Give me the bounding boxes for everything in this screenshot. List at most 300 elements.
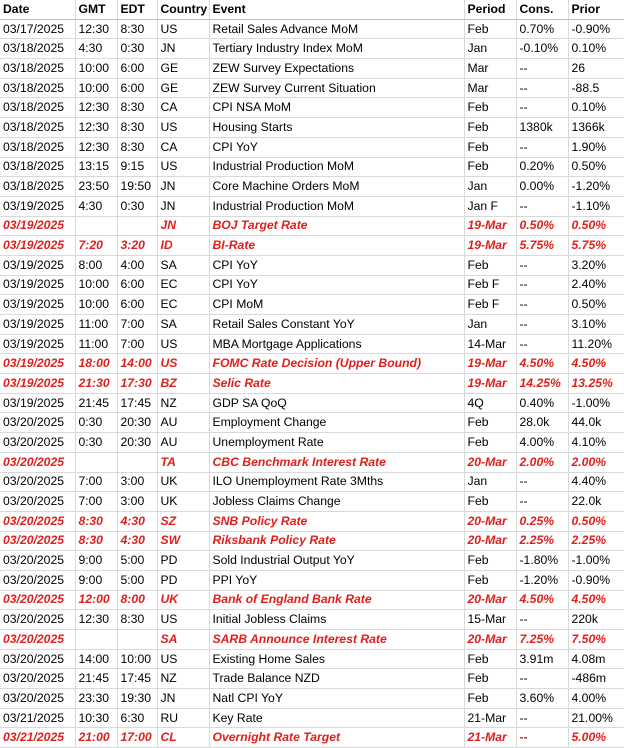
cell-gmt: 13:15 <box>75 157 117 177</box>
cell-edt: 14:00 <box>117 354 157 374</box>
cell-edt: 6:00 <box>117 59 157 79</box>
cell-country: SA <box>157 255 209 275</box>
cell-period: Jan <box>464 39 516 59</box>
cell-date: 03/20/2025 <box>0 649 75 669</box>
cell-event: ZEW Survey Current Situation <box>209 78 464 98</box>
cell-gmt: 23:50 <box>75 177 117 197</box>
cell-gmt: 21:00 <box>75 728 117 748</box>
table-row <box>0 452 624 472</box>
cell-country: US <box>157 610 209 630</box>
table-row <box>0 59 624 79</box>
cell-gmt: 10:00 <box>75 295 117 315</box>
cell-cons: 2.00% <box>516 452 568 472</box>
cell-edt: 8:30 <box>117 19 157 39</box>
cell-edt: 5:00 <box>117 570 157 590</box>
cell-event: BOJ Target Rate <box>209 216 464 236</box>
cell-date: 03/20/2025 <box>0 630 75 650</box>
cell-gmt: 12:00 <box>75 590 117 610</box>
cell-event: Jobless Claims Change <box>209 492 464 512</box>
cell-gmt: 8:30 <box>75 531 117 551</box>
cell-prior: 21.00% <box>568 708 624 728</box>
table-row <box>0 19 624 39</box>
cell-gmt: 18:00 <box>75 354 117 374</box>
cell-date: 03/18/2025 <box>0 118 75 138</box>
cell-event: Key Rate <box>209 708 464 728</box>
cell-country: US <box>157 649 209 669</box>
cell-edt: 3:00 <box>117 472 157 492</box>
cell-date: 03/20/2025 <box>0 472 75 492</box>
table-row <box>0 196 624 216</box>
cell-cons: -- <box>516 492 568 512</box>
table-row <box>0 177 624 197</box>
cell-prior: 0.50% <box>568 295 624 315</box>
cell-gmt: 11:00 <box>75 334 117 354</box>
cell-event: Industrial Production MoM <box>209 196 464 216</box>
cell-cons: 3.91m <box>516 649 568 669</box>
cell-prior: -486m <box>568 669 624 689</box>
cell-edt: 6:00 <box>117 295 157 315</box>
cell-date: 03/18/2025 <box>0 78 75 98</box>
cell-cons: -- <box>516 98 568 118</box>
table-header <box>0 0 624 19</box>
cell-prior: -1.20% <box>568 177 624 197</box>
cell-period: 14-Mar <box>464 334 516 354</box>
cell-edt: 10:00 <box>117 649 157 669</box>
cell-gmt: 23:30 <box>75 689 117 709</box>
cell-country: UK <box>157 472 209 492</box>
cell-cons: -- <box>516 315 568 335</box>
cell-date: 03/20/2025 <box>0 590 75 610</box>
table-row <box>0 669 624 689</box>
cell-gmt: 4:30 <box>75 39 117 59</box>
cell-gmt: 10:00 <box>75 59 117 79</box>
cell-country: ID <box>157 236 209 256</box>
cell-event: Retail Sales Advance MoM <box>209 19 464 39</box>
cell-country: US <box>157 157 209 177</box>
cell-date: 03/19/2025 <box>0 295 75 315</box>
table-row <box>0 413 624 433</box>
cell-date: 03/19/2025 <box>0 354 75 374</box>
cell-cons: 2.25% <box>516 531 568 551</box>
cell-prior: 4.50% <box>568 354 624 374</box>
cell-period: 19-Mar <box>464 374 516 394</box>
table-row <box>0 98 624 118</box>
table-row <box>0 374 624 394</box>
cell-gmt: 10:30 <box>75 708 117 728</box>
cell-edt: 4:30 <box>117 511 157 531</box>
cell-date: 03/20/2025 <box>0 689 75 709</box>
cell-edt: 3:00 <box>117 492 157 512</box>
cell-date: 03/20/2025 <box>0 413 75 433</box>
cell-event: Sold Industrial Output YoY <box>209 551 464 571</box>
cell-gmt: 9:00 <box>75 551 117 571</box>
cell-gmt <box>75 630 117 650</box>
cell-date: 03/17/2025 <box>0 19 75 39</box>
cell-gmt: 0:30 <box>75 413 117 433</box>
cell-country: JN <box>157 216 209 236</box>
cell-country: UK <box>157 492 209 512</box>
table-row <box>0 315 624 335</box>
cell-period: 19-Mar <box>464 216 516 236</box>
cell-gmt: 7:00 <box>75 492 117 512</box>
table-body <box>0 19 624 747</box>
cell-date: 03/20/2025 <box>0 570 75 590</box>
cell-event: Overnight Rate Target <box>209 728 464 748</box>
cell-gmt: 12:30 <box>75 19 117 39</box>
cell-period: Feb <box>464 689 516 709</box>
cell-period: Jan F <box>464 196 516 216</box>
cell-prior: 26 <box>568 59 624 79</box>
cell-edt: 4:30 <box>117 531 157 551</box>
cell-date: 03/18/2025 <box>0 39 75 59</box>
cell-country: SA <box>157 315 209 335</box>
cell-cons: -- <box>516 78 568 98</box>
cell-cons: -1.20% <box>516 570 568 590</box>
cell-event: ZEW Survey Expectations <box>209 59 464 79</box>
table-row <box>0 610 624 630</box>
cell-country: GE <box>157 78 209 98</box>
cell-period: Feb <box>464 551 516 571</box>
cell-country: AU <box>157 433 209 453</box>
cell-period: 15-Mar <box>464 610 516 630</box>
cell-edt: 9:15 <box>117 157 157 177</box>
cell-gmt: 7:20 <box>75 236 117 256</box>
table-row <box>0 590 624 610</box>
cell-period: Feb <box>464 118 516 138</box>
cell-prior: 2.00% <box>568 452 624 472</box>
cell-gmt: 7:00 <box>75 472 117 492</box>
cell-period: 20-Mar <box>464 511 516 531</box>
cell-period: Mar <box>464 78 516 98</box>
cell-cons: -- <box>516 610 568 630</box>
cell-cons: 0.50% <box>516 216 568 236</box>
cell-edt: 6:00 <box>117 78 157 98</box>
cell-gmt: 12:30 <box>75 118 117 138</box>
cell-country: PD <box>157 570 209 590</box>
cell-gmt <box>75 452 117 472</box>
cell-gmt: 21:45 <box>75 669 117 689</box>
table-row <box>0 118 624 138</box>
table-row <box>0 236 624 256</box>
cell-event: CBC Benchmark Interest Rate <box>209 452 464 472</box>
header-edt: EDT <box>117 0 157 19</box>
cell-event: SNB Policy Rate <box>209 511 464 531</box>
cell-country: CA <box>157 137 209 157</box>
cell-country: TA <box>157 452 209 472</box>
table-row <box>0 295 624 315</box>
cell-cons: 4.50% <box>516 590 568 610</box>
table-row <box>0 157 624 177</box>
cell-event: FOMC Rate Decision (Upper Bound) <box>209 354 464 374</box>
cell-cons: 0.25% <box>516 511 568 531</box>
cell-country: US <box>157 19 209 39</box>
cell-cons: 4.50% <box>516 354 568 374</box>
cell-event: GDP SA QoQ <box>209 393 464 413</box>
cell-country: SW <box>157 531 209 551</box>
cell-cons: 28.0k <box>516 413 568 433</box>
cell-country: US <box>157 334 209 354</box>
cell-edt: 8:30 <box>117 98 157 118</box>
cell-date: 03/19/2025 <box>0 216 75 236</box>
cell-cons: 5.75% <box>516 236 568 256</box>
cell-country: EC <box>157 295 209 315</box>
table-row <box>0 728 624 748</box>
cell-event: Riksbank Policy Rate <box>209 531 464 551</box>
cell-period: Feb <box>464 157 516 177</box>
cell-gmt: 9:00 <box>75 570 117 590</box>
table-row <box>0 630 624 650</box>
cell-prior: 2.25% <box>568 531 624 551</box>
cell-date: 03/20/2025 <box>0 531 75 551</box>
cell-prior: 7.50% <box>568 630 624 650</box>
cell-date: 03/19/2025 <box>0 374 75 394</box>
cell-period: Feb <box>464 492 516 512</box>
cell-event: Unemployment Rate <box>209 433 464 453</box>
cell-date: 03/18/2025 <box>0 137 75 157</box>
cell-date: 03/20/2025 <box>0 610 75 630</box>
cell-gmt: 10:00 <box>75 78 117 98</box>
cell-period: 20-Mar <box>464 590 516 610</box>
table-row <box>0 275 624 295</box>
header-cons: Cons. <box>516 0 568 19</box>
cell-period: Feb <box>464 137 516 157</box>
cell-period: 21-Mar <box>464 708 516 728</box>
cell-prior: -0.90% <box>568 570 624 590</box>
cell-cons: -- <box>516 728 568 748</box>
cell-event: Bank of England Bank Rate <box>209 590 464 610</box>
cell-country: CL <box>157 728 209 748</box>
table-row <box>0 393 624 413</box>
cell-country: RU <box>157 708 209 728</box>
cell-date: 03/19/2025 <box>0 334 75 354</box>
header-period: Period <box>464 0 516 19</box>
cell-country: UK <box>157 590 209 610</box>
cell-country: EC <box>157 275 209 295</box>
cell-cons: -- <box>516 669 568 689</box>
cell-prior: 4.10% <box>568 433 624 453</box>
cell-prior: 5.00% <box>568 728 624 748</box>
cell-cons: -1.80% <box>516 551 568 571</box>
cell-prior: 13.25% <box>568 374 624 394</box>
cell-period: Jan <box>464 177 516 197</box>
cell-gmt: 8:00 <box>75 255 117 275</box>
cell-period: 20-Mar <box>464 531 516 551</box>
table-row <box>0 433 624 453</box>
cell-gmt: 11:00 <box>75 315 117 335</box>
cell-country: AU <box>157 413 209 433</box>
cell-period: Feb <box>464 255 516 275</box>
cell-prior: 0.50% <box>568 216 624 236</box>
cell-period: Feb <box>464 19 516 39</box>
cell-date: 03/18/2025 <box>0 98 75 118</box>
cell-country: SA <box>157 630 209 650</box>
table-row <box>0 137 624 157</box>
cell-cons: 7.25% <box>516 630 568 650</box>
cell-cons: -- <box>516 275 568 295</box>
cell-event: Natl CPI YoY <box>209 689 464 709</box>
cell-cons: 4.00% <box>516 433 568 453</box>
cell-prior: 44.0k <box>568 413 624 433</box>
table-row <box>0 689 624 709</box>
cell-date: 03/19/2025 <box>0 255 75 275</box>
cell-cons: 0.40% <box>516 393 568 413</box>
table-row <box>0 39 624 59</box>
cell-event: CPI MoM <box>209 295 464 315</box>
table-row <box>0 354 624 374</box>
cell-event: CPI YoY <box>209 255 464 275</box>
cell-event: CPI YoY <box>209 275 464 295</box>
cell-edt <box>117 216 157 236</box>
cell-edt: 3:20 <box>117 236 157 256</box>
cell-prior: -1.00% <box>568 551 624 571</box>
cell-edt: 20:30 <box>117 433 157 453</box>
cell-prior: 0.50% <box>568 511 624 531</box>
cell-country: GE <box>157 59 209 79</box>
cell-date: 03/19/2025 <box>0 196 75 216</box>
cell-period: Feb F <box>464 275 516 295</box>
cell-period: Jan <box>464 315 516 335</box>
cell-gmt: 0:30 <box>75 433 117 453</box>
table-row <box>0 472 624 492</box>
cell-prior: 1366k <box>568 118 624 138</box>
cell-event: CPI NSA MoM <box>209 98 464 118</box>
cell-event: ILO Unemployment Rate 3Mths <box>209 472 464 492</box>
cell-gmt: 8:30 <box>75 511 117 531</box>
cell-period: 19-Mar <box>464 236 516 256</box>
cell-edt: 0:30 <box>117 39 157 59</box>
cell-edt: 17:00 <box>117 728 157 748</box>
cell-cons: 0.70% <box>516 19 568 39</box>
cell-cons: -- <box>516 295 568 315</box>
cell-period: Feb <box>464 649 516 669</box>
cell-prior: 3.10% <box>568 315 624 335</box>
cell-gmt: 12:30 <box>75 610 117 630</box>
table-row <box>0 531 624 551</box>
cell-prior: -88.5 <box>568 78 624 98</box>
cell-prior: 4.50% <box>568 590 624 610</box>
cell-edt: 8:30 <box>117 137 157 157</box>
cell-edt: 7:00 <box>117 315 157 335</box>
cell-date: 03/20/2025 <box>0 433 75 453</box>
cell-period: 20-Mar <box>464 452 516 472</box>
cell-country: SZ <box>157 511 209 531</box>
cell-prior: 4.00% <box>568 689 624 709</box>
cell-country: JN <box>157 177 209 197</box>
cell-period: Feb <box>464 669 516 689</box>
cell-prior: -1.10% <box>568 196 624 216</box>
cell-edt: 8:30 <box>117 118 157 138</box>
table-row <box>0 334 624 354</box>
cell-period: Mar <box>464 59 516 79</box>
cell-prior: 4.08m <box>568 649 624 669</box>
table-row <box>0 216 624 236</box>
cell-edt: 5:00 <box>117 551 157 571</box>
table-row <box>0 708 624 728</box>
cell-period: Feb F <box>464 295 516 315</box>
cell-event: Tertiary Industry Index MoM <box>209 39 464 59</box>
cell-edt: 17:45 <box>117 669 157 689</box>
cell-edt: 7:00 <box>117 334 157 354</box>
cell-gmt: 12:30 <box>75 137 117 157</box>
cell-date: 03/20/2025 <box>0 452 75 472</box>
cell-event: Industrial Production MoM <box>209 157 464 177</box>
cell-cons: -- <box>516 334 568 354</box>
cell-period: Feb <box>464 413 516 433</box>
cell-prior: 1.90% <box>568 137 624 157</box>
cell-prior: 5.75% <box>568 236 624 256</box>
cell-date: 03/19/2025 <box>0 275 75 295</box>
cell-date: 03/18/2025 <box>0 157 75 177</box>
table-row <box>0 649 624 669</box>
cell-cons: 14.25% <box>516 374 568 394</box>
cell-cons: -0.10% <box>516 39 568 59</box>
header-gmt: GMT <box>75 0 117 19</box>
cell-country: US <box>157 354 209 374</box>
cell-prior: 22.0k <box>568 492 624 512</box>
cell-country: JN <box>157 39 209 59</box>
cell-event: Initial Jobless Claims <box>209 610 464 630</box>
cell-cons: -- <box>516 472 568 492</box>
cell-cons: -- <box>516 255 568 275</box>
cell-country: PD <box>157 551 209 571</box>
table-row <box>0 551 624 571</box>
cell-country: NZ <box>157 393 209 413</box>
cell-date: 03/20/2025 <box>0 492 75 512</box>
cell-event: Existing Home Sales <box>209 649 464 669</box>
cell-prior: 0.10% <box>568 98 624 118</box>
cell-date: 03/18/2025 <box>0 177 75 197</box>
cell-prior: 3.20% <box>568 255 624 275</box>
cell-date: 03/19/2025 <box>0 393 75 413</box>
cell-prior: 220k <box>568 610 624 630</box>
cell-edt: 6:30 <box>117 708 157 728</box>
cell-event: Selic Rate <box>209 374 464 394</box>
cell-country: US <box>157 118 209 138</box>
cell-date: 03/19/2025 <box>0 236 75 256</box>
cell-event: CPI YoY <box>209 137 464 157</box>
cell-country: JN <box>157 196 209 216</box>
header-event: Event <box>209 0 464 19</box>
table-row <box>0 492 624 512</box>
header-prior: Prior <box>568 0 624 19</box>
cell-edt: 8:30 <box>117 610 157 630</box>
cell-cons: 0.20% <box>516 157 568 177</box>
table-row <box>0 255 624 275</box>
cell-edt: 19:30 <box>117 689 157 709</box>
cell-edt: 8:00 <box>117 590 157 610</box>
cell-prior: 0.50% <box>568 157 624 177</box>
cell-edt: 6:00 <box>117 275 157 295</box>
cell-edt: 20:30 <box>117 413 157 433</box>
cell-edt <box>117 452 157 472</box>
cell-event: Retail Sales Constant YoY <box>209 315 464 335</box>
cell-gmt: 12:30 <box>75 98 117 118</box>
cell-event: MBA Mortgage Applications <box>209 334 464 354</box>
cell-country: BZ <box>157 374 209 394</box>
cell-cons: 0.00% <box>516 177 568 197</box>
cell-edt: 19:50 <box>117 177 157 197</box>
cell-prior: 0.10% <box>568 39 624 59</box>
cell-period: 19-Mar <box>464 354 516 374</box>
cell-edt: 17:30 <box>117 374 157 394</box>
cell-period: Jan <box>464 472 516 492</box>
cell-date: 03/20/2025 <box>0 551 75 571</box>
cell-gmt: 21:45 <box>75 393 117 413</box>
cell-date: 03/18/2025 <box>0 59 75 79</box>
cell-event: SARB Announce Interest Rate <box>209 630 464 650</box>
cell-prior: 11.20% <box>568 334 624 354</box>
cell-gmt: 10:00 <box>75 275 117 295</box>
